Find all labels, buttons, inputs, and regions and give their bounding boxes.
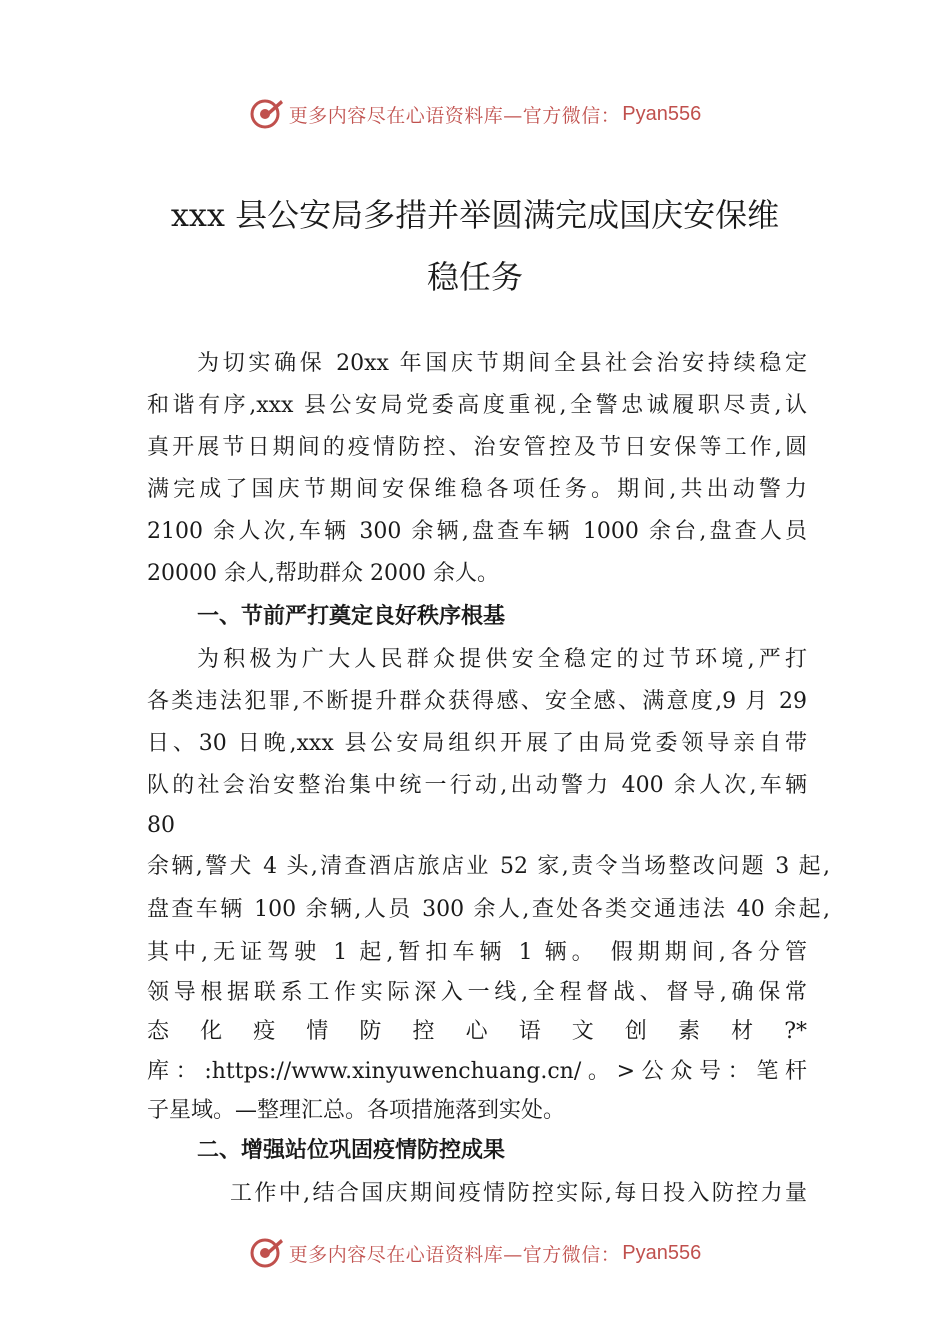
section-1-line: 盘查车辆 100 余辆,人员 300 余人,查处各类交通违法 40 余起, <box>147 897 830 922</box>
section-1-line: 为积极为广大人民群众提供安全稳定的过节环境,严打 <box>197 647 807 672</box>
intro-line: 真开展节日期间的疫情防控、治安管控及节日安保等工作,圆 <box>147 435 807 460</box>
pen-logo-icon <box>249 96 285 132</box>
banner-text: 更多内容尽在心语资料库—官方微信： <box>288 104 621 127</box>
intro-line: 20000 余人,帮助群众 2000 余人。 <box>147 561 499 586</box>
pen-logo-icon <box>249 1235 285 1271</box>
section-1-line: 各类违法犯罪,不断提升群众获得感、安全感、满意度,9 月 29 <box>147 689 807 714</box>
section-1-line: 子星域。—整理汇总。各项措施落到实处。 <box>147 1098 566 1123</box>
banner-text: 更多内容尽在心语资料库—官方微信： <box>288 1243 621 1266</box>
banner-wechat-id: Pyan556 <box>622 102 702 125</box>
footer-banner <box>0 1233 950 1273</box>
intro-line: 满完成了国庆节期间安保维稳各项任务。期间,共出动警力 <box>147 477 807 502</box>
banner-wechat-id: Pyan556 <box>622 1241 702 1264</box>
section-1-line: 其中,无证驾驶 1 起,暂扣车辆 1 辆。 假期期间,各分管 <box>147 940 807 965</box>
section-1-line: 队的社会治安整治集中统一行动,出动警力 400 余人次,车辆 <box>147 773 807 798</box>
intro-line: 为切实确保 20xx 年国庆节期间全县社会治安持续稳定 <box>197 351 807 376</box>
header-banner <box>0 94 950 134</box>
section-1-line: 日、30 日晚,xxx 县公安局组织开展了由局党委领导亲自带 <box>147 731 807 756</box>
section-1-line: 80 <box>147 813 175 838</box>
intro-line: 和谐有序,xxx 县公安局党委高度重视,全警忠诚履职尽责,认 <box>147 393 807 418</box>
section-2-line: 工作中,结合国庆期间疫情防控实际,每日投入防控力量 <box>230 1181 807 1206</box>
section-1-line: 余辆,警犬 4 头,清查酒店旅店业 52 家,责令当场整改问题 3 起, <box>147 854 830 879</box>
section-2-heading: 二、增强站位巩固疫情防控成果 <box>197 1138 506 1163</box>
section-1-line: 态 化 疫 情 防 控 心 语 文 创 素 材 ?* <box>147 1019 807 1044</box>
section-1-line: 库：:https://www.xinyuwenchuang.cn/。>公众号：笔杆 <box>147 1059 807 1084</box>
section-1-heading: 一、节前严打奠定良好秩序根基 <box>197 604 506 629</box>
section-1-line: 领导根据联系工作实际深入一线,全程督战、督导,确保常 <box>147 980 807 1005</box>
document-title-line-1: xxx 县公安局多措并举圆满完成国庆安保维 <box>170 196 780 234</box>
intro-line: 2100 余人次,车辆 300 余辆,盘查车辆 1000 余台,盘查人员 <box>147 519 807 544</box>
document-title-line-2: 稳任务 <box>426 258 523 296</box>
